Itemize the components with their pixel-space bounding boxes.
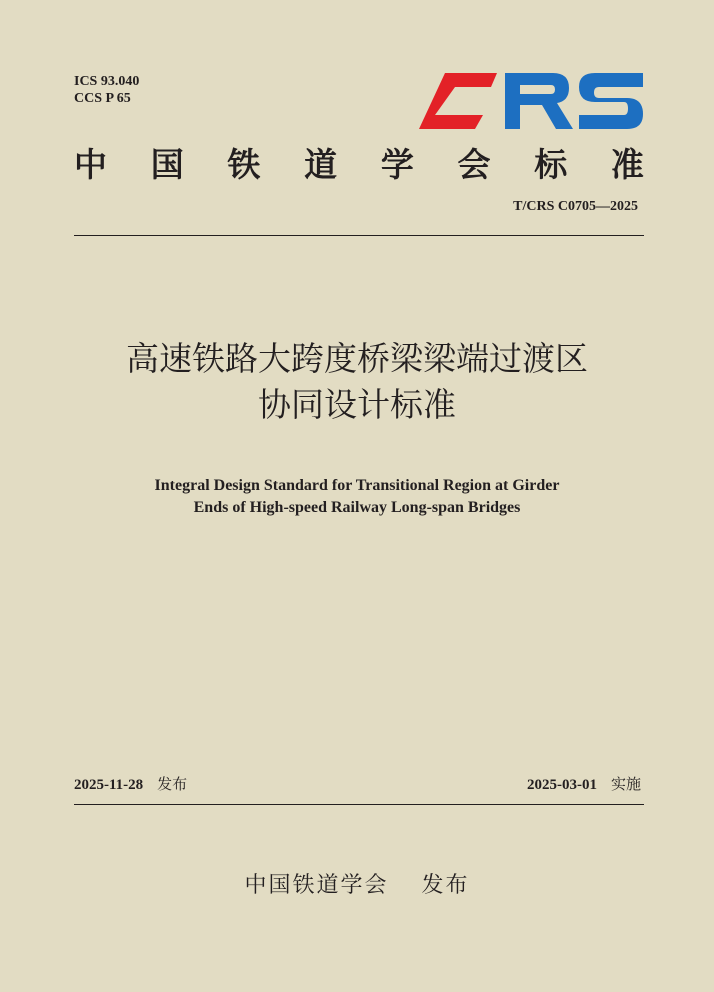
- logo-c-shape: [419, 73, 497, 129]
- logo-s-shape: [579, 73, 643, 129]
- crs-logo: [417, 71, 645, 131]
- standard-number: T/CRS C0705—2025: [513, 199, 638, 214]
- effective-label: 实施: [610, 775, 641, 793]
- effective-date: 2025-03-01: [526, 777, 597, 793]
- chinese-title-line-1: 高速铁路大跨度桥梁梁端过渡区: [126, 339, 588, 378]
- org-title-char: 准: [610, 145, 644, 184]
- issue-date: 2025-11-28: [74, 777, 144, 793]
- org-title-char: 标: [534, 145, 568, 184]
- english-title-line-1: Integral Design Standard for Transitional Region at Girder: [154, 477, 560, 494]
- organization-standard-title: [74, 143, 644, 187]
- issue-label: 发布: [157, 775, 188, 793]
- chinese-title-line-2: 协同设计标准: [258, 385, 456, 424]
- org-title-char: 学: [380, 145, 414, 184]
- ccs-code: CCS P 65: [74, 91, 131, 106]
- top-divider: [74, 235, 644, 236]
- org-title-char: 道: [304, 145, 338, 184]
- org-title-char: 国: [150, 145, 184, 184]
- logo-r-shape: [505, 73, 573, 129]
- effective-date-block: [527, 773, 641, 794]
- bottom-divider: [74, 804, 644, 805]
- publisher: 中国铁道学会 发布: [244, 873, 470, 898]
- org-title-char: 铁: [227, 145, 261, 184]
- english-title: [40, 475, 674, 519]
- chinese-title: [40, 336, 674, 428]
- org-title-char: 会: [457, 145, 491, 184]
- issue-date-block: [74, 773, 187, 794]
- ics-code: ICS 93.040: [74, 74, 140, 89]
- classification-codes: [74, 73, 139, 107]
- english-title-line-2: Ends of High-speed Railway Long-span Bridges: [193, 499, 521, 516]
- org-title-char: 中: [74, 145, 107, 184]
